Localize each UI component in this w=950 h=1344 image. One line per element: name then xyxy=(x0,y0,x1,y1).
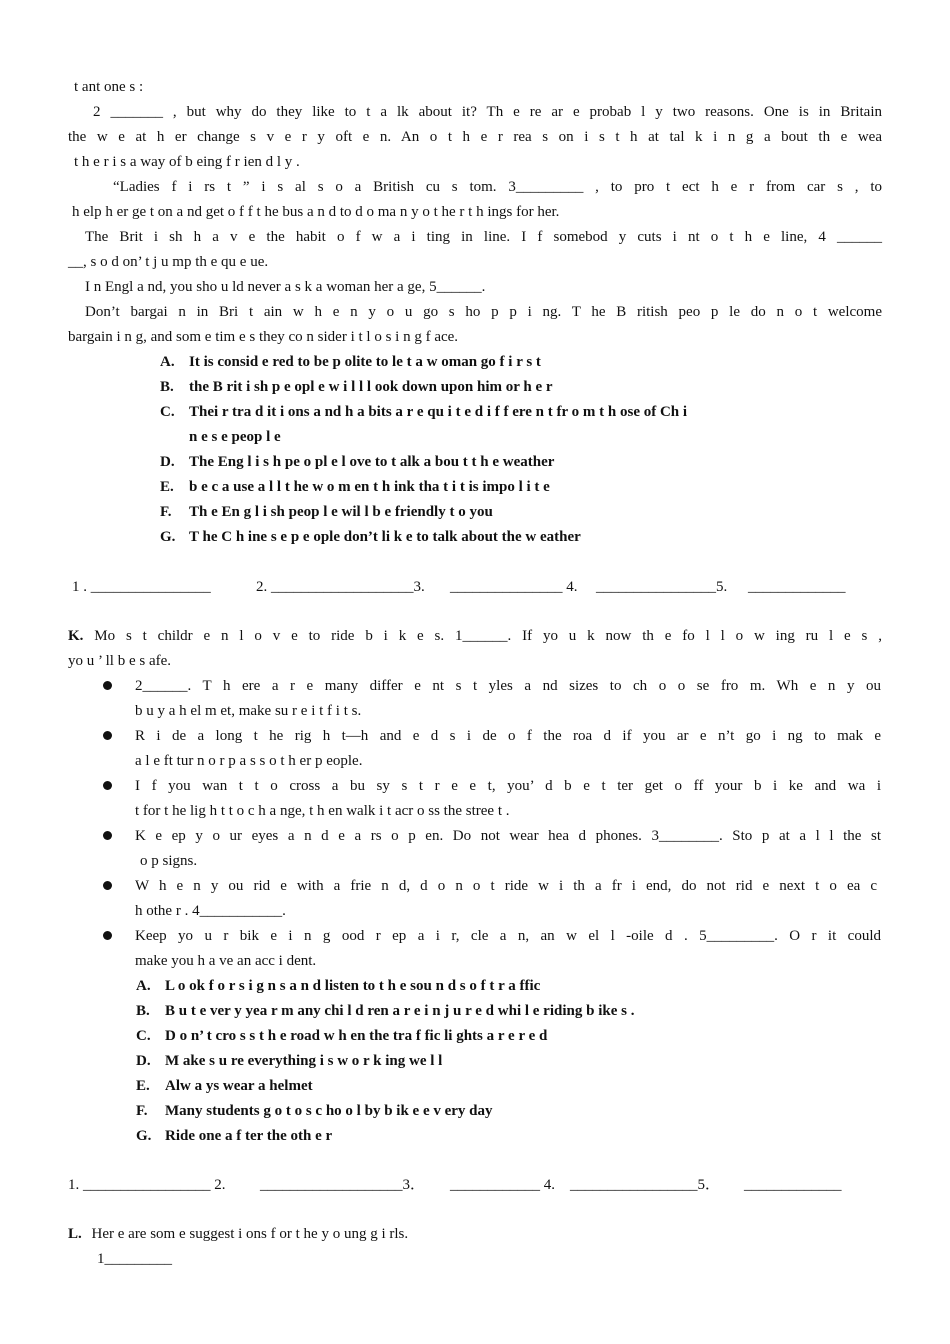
option-e: E. Alw a ys wear a helmet xyxy=(136,1078,313,1094)
answer-blank-2[interactable]: 2. ___________________3. xyxy=(256,579,425,595)
bullet-dot xyxy=(103,831,112,840)
answer-blank-5[interactable]: _____________ xyxy=(748,579,846,595)
bullet-item-continued: h othe r . 4___________. xyxy=(135,903,286,919)
bullet-item: R i de a long t he rig h t—h and e d s i de o f the roa d if you ar e n’t go i ng to mak e xyxy=(135,728,881,744)
answer-blank-2[interactable]: ___________________3． xyxy=(260,1177,426,1193)
passage-line: Don’t bargai n in Bri t ain w h e n y o u go s ho p p i ng. T he B ritish peo p le do n o t welcome xyxy=(85,304,882,320)
passage-line: h elp h er ge t on a nd get o f f t he bus a n d to d o ma n y o t he r t h ings for her. xyxy=(72,204,560,220)
passage-line: __, s o d on’ t j u mp th e qu e ue. xyxy=(68,254,269,270)
answer-blank-4[interactable]: _________________5． xyxy=(570,1177,721,1193)
bullet-item-continued: a l e ft tur n o r p a s s o t h er p eople. xyxy=(135,753,363,769)
bullet-item-continued: b u y a h el m et, make su r e i t f i t s. xyxy=(135,703,362,719)
bullet-item-continued: o p signs. xyxy=(140,853,198,869)
passage-line: I n Engl a nd, you sho u ld never a s k a woman her a ge, 5______. xyxy=(85,279,486,295)
section-k-intro: K. Mo s t childr e n l o v e to ride b i k e s. 1______. If yo u k now th e fo l l o w ing ru l e s , xyxy=(68,628,882,644)
option-c: C. Thei r tra d it i ons a nd h a bits a r e qu i t e d i f f ere n t fr o m t h ose of Ch i xyxy=(160,404,688,420)
section-l-blank-1[interactable]: 1_________ xyxy=(97,1251,172,1267)
answer-blank-5[interactable]: _____________ xyxy=(744,1177,842,1193)
option-f: F. Many students g o t o s c ho o l by b ik e e v ery day xyxy=(136,1103,493,1119)
bullet-item: Keep yo u r bik e i n g ood r ep a i r, cle a n, an w el l -oile d . 5_________. O r it could xyxy=(135,928,881,944)
answer-blank-1[interactable]: 1. _________________ 2. xyxy=(68,1177,226,1193)
passage-line: bargain i n g, and som e tim e s they co n sider i t l o s i n g f ace. xyxy=(68,329,459,345)
option-c: C. D o n’ t cro s s t h e road w h en the tra f fic li ghts a r e r e d xyxy=(136,1028,548,1044)
bullet-item: 2______. T h ere a r e many differ e nt s t yles a nd sizes to ch o o se fro m. Wh e n y ou xyxy=(135,678,881,694)
option-e: E. b e c a use a l l t he w o m en t h ink tha t i t is impo l i t e xyxy=(160,479,550,495)
section-k-intro-line2: yo u ’ ll b e s afe. xyxy=(68,653,172,669)
bullet-dot xyxy=(103,781,112,790)
option-a: A. It is consid e red to be p olite to le t a w oman go f i r s t xyxy=(160,354,541,370)
answer-blank-4[interactable]: ________________5. xyxy=(596,579,728,595)
passage-line: 2 _______ , but why do they like to t a lk about it? Th e re ar e probab l y two reasons. One is in Britain xyxy=(93,104,882,120)
bullet-dot xyxy=(103,731,112,740)
bullet-dot xyxy=(103,681,112,690)
option-f: F. Th e En g l i sh peop l e wil l b e friendly t o you xyxy=(160,504,493,520)
bullet-dot xyxy=(103,881,112,890)
option-a: A. L o ok f o r s i g n s a n d listen to t h e sou n d s o f t r a ffic xyxy=(136,978,541,994)
section-l-label: L. xyxy=(68,1226,82,1242)
section-k-label: K. xyxy=(68,628,84,644)
section-j-intro-tail: t ant one s : xyxy=(74,79,144,95)
option-b: B. the B rit i sh p e opl e w i l l l ook down upon him or h e r xyxy=(160,379,553,395)
option-c-continued: n e s e peop l e xyxy=(189,429,281,445)
bullet-item: W h e n y ou rid e with a frie n d, d o n o t ride w i th a fr i end, do not rid e next t o ea c xyxy=(135,878,877,894)
answer-blank-1[interactable]: 1 . ________________ xyxy=(72,579,211,595)
passage-line: the w e at h er change s v e r y oft e n. An o t h e r rea s on i s t h at tal k i n g a bout th e wea xyxy=(68,129,882,145)
bullet-dot xyxy=(103,931,112,940)
section-l-intro: L. Her e are som e suggest i ons f or t he y o ung g i rls. xyxy=(68,1226,409,1242)
option-d: D. The Eng l i s h pe o pl e l ove to t alk a bou t t h e weather xyxy=(160,454,555,470)
passage-line: “Ladies f i rs t ” i s al s o a British cu s tom. 3_________ , to pro t ect h e r from car s , to xyxy=(113,179,882,195)
option-g: G. Ride one a f ter the oth e r xyxy=(136,1128,333,1144)
option-d: D. M ake s u re everything i s w o r k ing we l l xyxy=(136,1053,443,1069)
option-b: B. B u t e ver y yea r m any chi l d ren a r e i n j u r e d whi l e riding b ike s . xyxy=(136,1003,635,1019)
bullet-item: K e ep y o ur eyes a n d e a rs o p en. Do not wear hea d phones. 3________. Sto p at a l l the st xyxy=(135,828,881,844)
answer-blank-3[interactable]: _______________ 4. xyxy=(450,579,578,595)
bullet-item-continued: t for t he lig h t t o c h a nge, t h en walk i t acr o ss the stree t . xyxy=(135,803,510,819)
passage-line: The Brit i sh h a v e the habit o f w a i ting in line. I f somebod y cuts i nt o t h e line, 4 ______ xyxy=(85,229,882,245)
option-g: G. T he C h ine s e p e ople don’t li k e to talk about the w eather xyxy=(160,529,581,545)
passage-line: t h e r i s a way of b eing f r ien d l y . xyxy=(74,154,300,170)
answer-blank-3[interactable]: ____________ 4. xyxy=(450,1177,555,1193)
bullet-item: I f you wan t t o cross a bu sy s t r e e t, you’ d b e t ter get o ff your b i ke and wa i xyxy=(135,778,881,794)
bullet-item-continued: make you h a ve an acc i dent. xyxy=(135,953,317,969)
